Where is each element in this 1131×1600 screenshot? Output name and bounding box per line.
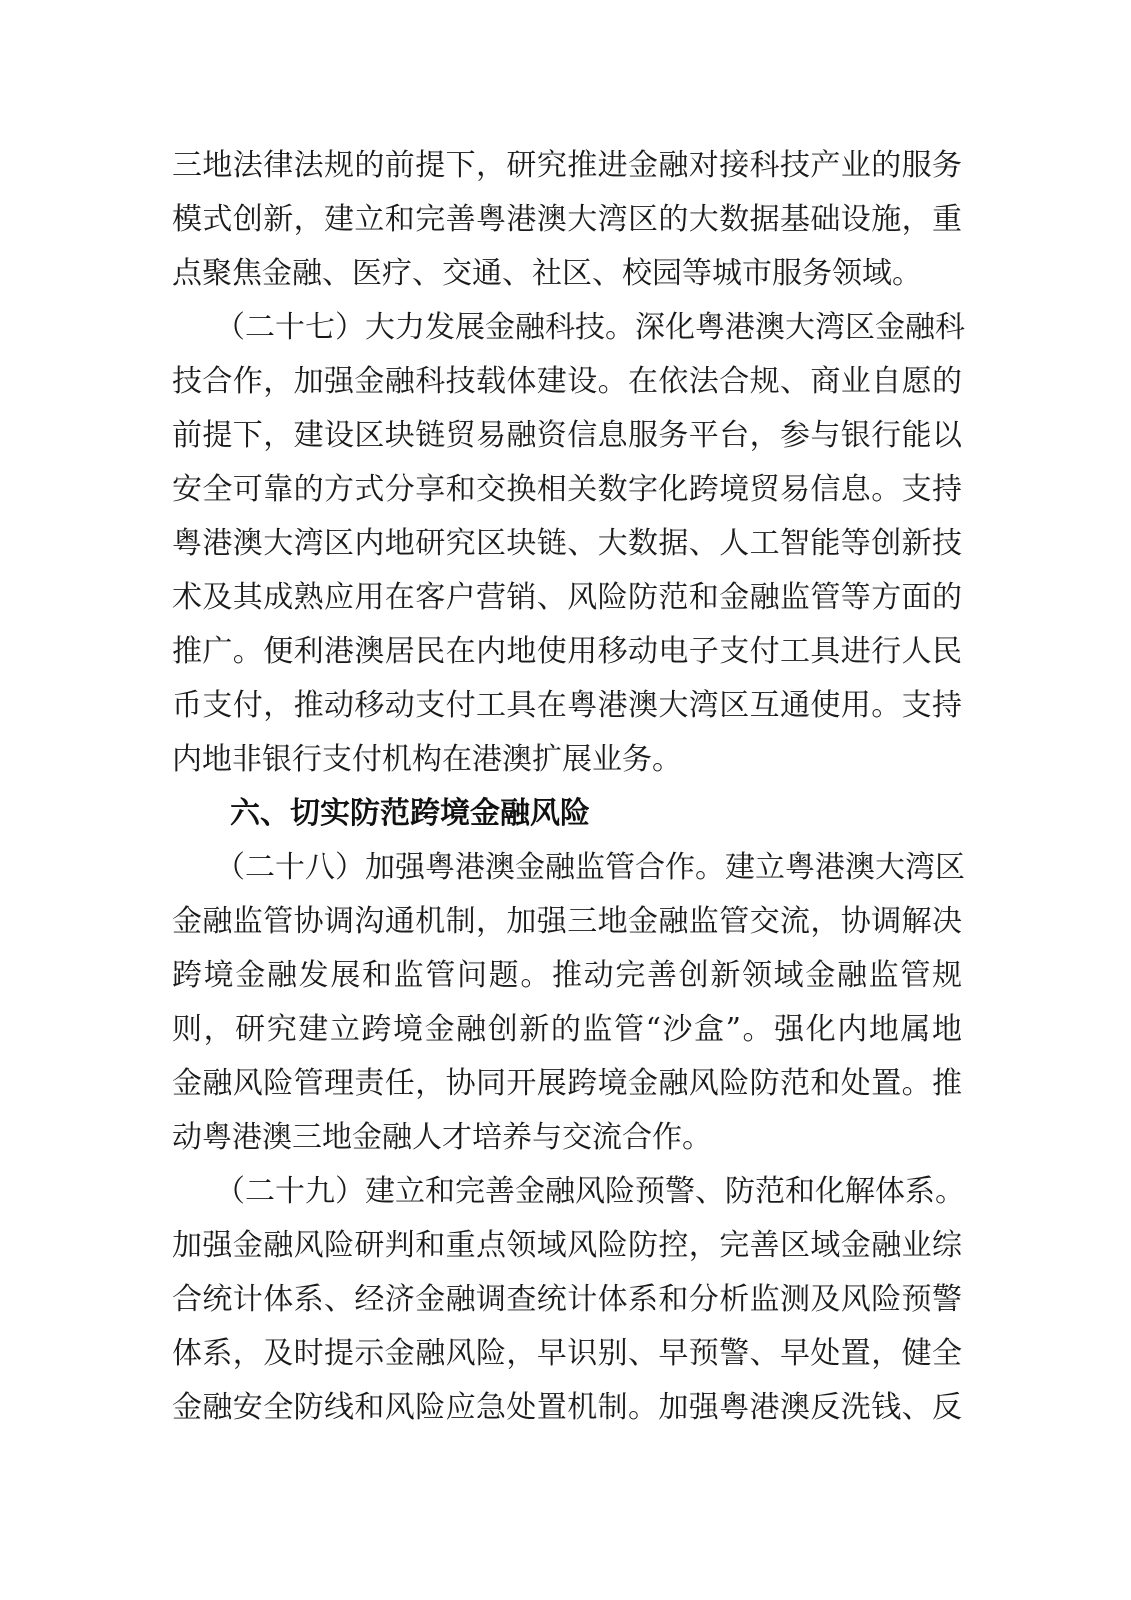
paragraph-line: 技合作，加强金融科技载体建设。在依法合规、商业自愿的 <box>172 364 962 399</box>
paragraph-28-first-line: （二十八）加强粤港澳金融监管合作。建立粤港澳大湾区 <box>215 850 965 885</box>
paragraph-line: 术及其成熟应用在客户营销、风险防范和金融监管等方面的 <box>172 580 962 615</box>
paragraph-line: 推广。便利港澳居民在内地使用移动电子支付工具进行人民 <box>172 634 962 669</box>
paragraph-line: 金融监管协调沟通机制，加强三地金融监管交流，协调解决 <box>172 904 962 939</box>
paragraph-line: 金融安全防线和风险应急处置机制。加强粤港澳反洗钱、反 <box>172 1390 962 1425</box>
paragraph-line: 内地非银行支付机构在港澳扩展业务。 <box>172 742 682 777</box>
paragraph-line: 合统计体系、经济金融调查统计体系和分析监测及风险预警 <box>172 1282 962 1317</box>
paragraph-29-first-line: （二十九）建立和完善金融风险预警、防范和化解体系。 <box>215 1174 965 1209</box>
paragraph-line: 三地法律法规的前提下，研究推进金融对接科技产业的服务 <box>172 148 962 183</box>
paragraph-line: 动粤港澳三地金融人才培养与交流合作。 <box>172 1120 712 1155</box>
paragraph-line: 加强金融风险研判和重点领域风险防控，完善区域金融业综 <box>172 1228 962 1263</box>
paragraph-line: 则，研究建立跨境金融创新的监管“沙盒”。强化内地属地 <box>172 1012 962 1047</box>
paragraph-line: 金融风险管理责任，协同开展跨境金融风险防范和处置。推 <box>172 1066 962 1101</box>
paragraph-line: 点聚焦金融、医疗、交通、社区、校园等城市服务领域。 <box>172 256 922 291</box>
paragraph-line: 体系，及时提示金融风险，早识别、早预警、早处置，健全 <box>172 1336 962 1371</box>
paragraph-line: 币支付，推动移动支付工具在粤港澳大湾区互通使用。支持 <box>172 688 962 723</box>
section-heading: 六、切实防范跨境金融风险 <box>230 796 590 831</box>
paragraph-27-first-line: （二十七）大力发展金融科技。深化粤港澳大湾区金融科 <box>215 310 965 345</box>
paragraph-line: 跨境金融发展和监管问题。推动完善创新领域金融监管规 <box>172 958 962 993</box>
paragraph-line: 模式创新，建立和完善粤港澳大湾区的大数据基础设施，重 <box>172 202 962 237</box>
paragraph-line: 安全可靠的方式分享和交换相关数字化跨境贸易信息。支持 <box>172 472 962 507</box>
paragraph-line: 前提下，建设区块链贸易融资信息服务平台，参与银行能以 <box>172 418 962 453</box>
paragraph-line: 粤港澳大湾区内地研究区块链、大数据、人工智能等创新技 <box>172 526 962 561</box>
